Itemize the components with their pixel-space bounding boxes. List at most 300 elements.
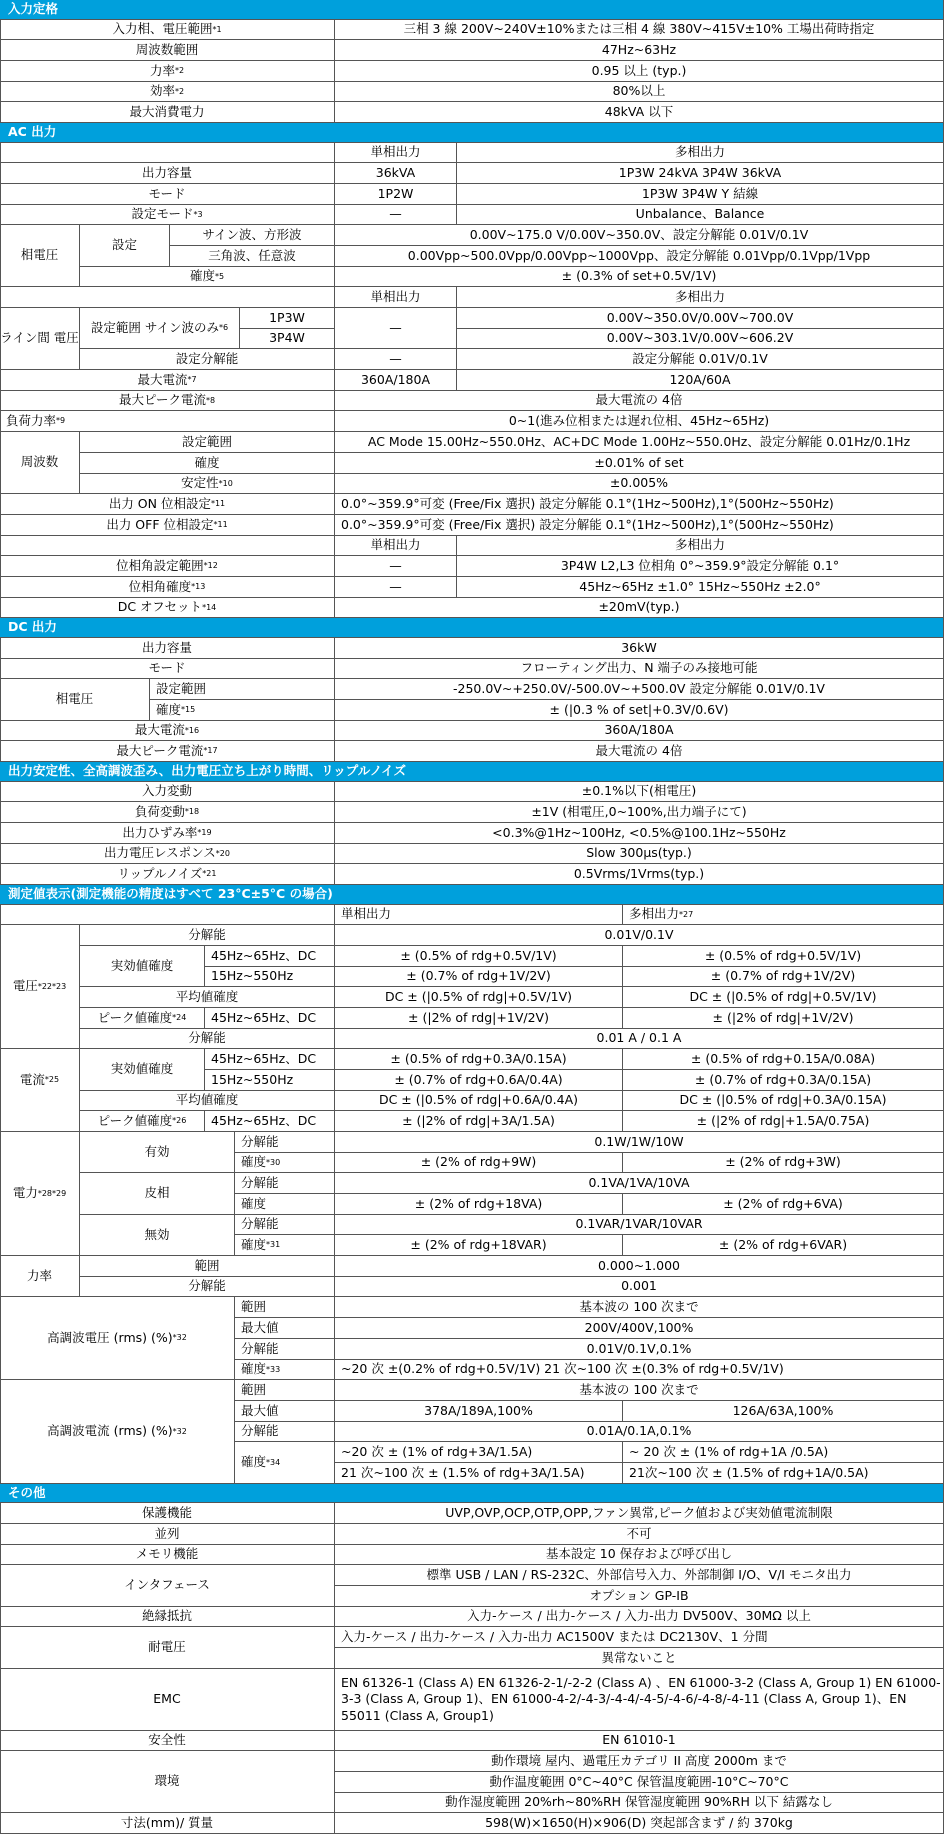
cell-text: 有効 [144,1143,170,1159]
cell-text: 598(W)×1650(H)×906(D) 突起部含まず / 約 370kg [485,1814,793,1830]
cell-text: メモリ機能 [135,1546,199,1562]
row-label: 確度 *33 [235,1360,335,1380]
row-label: ピーク値確度 *24 [80,1008,205,1029]
cell-text: 力率 [149,62,175,78]
cell-text: 0.00V~175.0 V/0.00V~350.0V、設定分解能 0.01V/0.1V [469,226,809,242]
spec-value [623,967,944,987]
cell-text: 確度 [156,701,182,717]
spec-value [335,1607,944,1627]
cell-text: 15Hz~550Hz [211,1071,294,1087]
row-label: 出力 ON 位相設定 *11 [0,494,335,515]
cell-text: 電圧 [12,978,38,994]
cell-text: 21 次~100 次 ± (1.5% of rdg+3A/1.5A) [341,1464,585,1480]
cell-text: 単相出力 [370,144,421,160]
spec-value [335,967,623,987]
cell-text: 126A/63A,100% [732,1402,834,1418]
cell-text: 出力 ON 位相設定 [108,495,211,511]
cell-text: 最大消費電力 [129,103,205,119]
spec-value [235,1215,335,1235]
spec-value [335,905,623,925]
row-label [0,1731,335,1751]
cell-text: ピーク値確度 [97,1009,173,1025]
cell-text: 378A/189A,100% [424,1402,533,1418]
cell-text: 確度 [241,1361,267,1377]
cell-text: DC ± (|0.5% of rdg|+0.3A/0.15A) [679,1092,887,1108]
cell-text: 多相出力 [674,288,725,304]
cell-text: 45Hz~65Hz、DC [211,947,317,963]
row-label [235,1401,335,1422]
cell-text: ±0.005% [609,475,669,491]
row-label [335,1648,944,1669]
spec-value [623,1008,944,1029]
cell-text: 確度 [241,1236,267,1252]
spec-value [335,287,457,308]
cell-text: — [389,319,402,335]
row-label [80,453,335,474]
cell-text: 確度 [241,1154,267,1170]
row-label: 位相角確度 *13 [0,577,335,598]
cell-text: 入力変動 [141,783,192,799]
row-label: 確度 *34 [235,1442,335,1484]
spec-value [335,1360,944,1380]
spec-value [623,1235,944,1256]
spec-value [335,102,944,123]
spec-value [335,987,623,1008]
section-header [0,123,944,143]
row-label [0,432,80,494]
spec-value [335,844,944,864]
cell-text: 環境 [154,1773,180,1789]
spec-value [235,1132,335,1153]
cell-text: 200V/400V,100% [584,1319,694,1335]
spec-value [335,679,944,700]
row-label [0,184,335,205]
cell-text: ±1V (相電圧,0~100%,出力端子にて) [531,803,747,819]
cell-text: ± (|0.3 % of set|+0.3V/0.6V) [549,701,729,717]
spec-value [623,1111,944,1132]
row-label: 最大電流 *7 [0,370,335,391]
spec-value [335,638,944,659]
spec-value [623,1401,944,1422]
row-label [335,1793,944,1813]
row-label: DC オフセット *14 [0,598,335,618]
cell-text: 設定範囲 [181,433,232,449]
spec-value [335,1669,944,1731]
cell-text: ピーク値確度 [97,1112,173,1128]
cell-text: 入力-ケース / 出力-ケース / 入力-出力 AC1500V または DC2130V、1 分間 [341,1628,768,1644]
spec-value [335,1194,623,1215]
row-label [0,1256,80,1297]
cell-text: 負荷変動 [134,803,185,819]
cell-text: ± (0.7% of rdg+0.3A/0.15A) [694,1071,872,1087]
cell-text: DC ± (|0.5% of rdg|+0.5V/1V) [689,988,877,1004]
spec-value [335,598,944,618]
row-label [0,308,80,370]
cell-text: 3P4W L2,L3 位相角 0°~359.9°設定分解能 0.1° [560,557,840,573]
cell-text: 45Hz~65Hz、DC [211,1050,317,1066]
spec-value [335,1503,944,1524]
spec-value: 設定範囲 サイン波のみ *6 [80,308,240,349]
spec-value [150,679,335,700]
cell-text: AC Mode 15.00Hz~550.0Hz、AC+DC Mode 1.00Hz~550.0Hz、設定分解能 0.01Hz/0.1Hz [367,433,911,449]
cell-text: 1P3W [269,309,305,325]
cell-text: 0.0°~359.9°可変 (Free/Fix 選択) 設定分解能 0.1°(1Hz~500Hz),1°(500Hz~550Hz) [341,516,834,532]
cell-text: 120A/60A [669,371,731,387]
cell-text: リップルノイズ [117,865,203,881]
spec-value [457,143,944,163]
spec-value [170,225,335,246]
row-label: 出力 OFF 位相設定 *11 [0,515,335,536]
cell-text: ± (|2% of rdg|+1V/2V) [712,1009,854,1025]
spec-value [623,1194,944,1215]
spec-value [80,1132,235,1173]
cell-text: ± (2% of rdg+6VA) [723,1195,843,1211]
cell-text: 最大ピーク電流 [116,742,204,758]
cell-text: 出力 OFF 位相設定 [106,516,214,532]
spec-value [335,1111,623,1132]
cell-text: 入力相、電圧範囲 [112,21,213,37]
cell-text: Unbalance、Balance [635,206,765,222]
cell-text: DC ± (|0.5% of rdg|+0.5V/1V) [384,988,573,1004]
cell-text: 安定性 [181,475,219,491]
cell-text: 最大電流の 4倍 [595,742,683,758]
cell-text: 相電圧 [20,247,59,263]
cell-text: 確度 [241,1454,267,1470]
spec-value [335,1235,623,1256]
row-label: 確度 *5 [80,267,335,287]
cell-text: <0.3%@1Hz~100Hz, <0.5%@100.1Hz~550Hz [492,824,786,840]
spec-value [457,287,944,308]
spec-value [235,1297,335,1318]
spec-value [457,184,944,205]
cell-text: 最大電流の 4倍 [595,392,683,408]
cell-text: 最大値 [241,1319,279,1335]
spec-value [335,143,457,163]
cell-text: 設定分解能 [175,350,239,366]
cell-text: 0.01V/0.1V [604,926,674,942]
cell-text: 分解能 [188,1278,226,1294]
cell-text: 測定値表示(測定機能の精度はすべて 23°C±5°C の場合) [8,886,333,902]
spec-value [335,1277,944,1297]
cell-text: 設定範囲 サイン波のみ [90,319,219,335]
row-label [0,1545,335,1565]
spec-value [623,1091,944,1111]
row-label [80,987,335,1008]
row-label [0,536,335,556]
spec-value [335,721,944,741]
row-label [0,679,150,721]
cell-text: 絶縁抵抗 [141,1608,192,1624]
cell-text: 出力容量 [141,639,192,655]
cell-text: 360A/180A [360,371,431,387]
cell-text: 分解能 [188,926,226,942]
cell-text: ±0.1%以下(相電圧) [581,783,697,799]
cell-text: 異常ないこと [601,1649,677,1665]
row-label [240,329,335,349]
row-label: 高調波電圧 (rms) (%) *32 [0,1297,235,1380]
spec-value [335,494,944,515]
cell-text: 電力 [12,1185,38,1201]
row-label: 出力電圧レスポンス *20 [0,844,335,864]
spec-value [623,1049,944,1070]
cell-text: 0.01A/0.1A,0.1% [586,1423,692,1439]
cell-text: UVP,OVP,OCP,OTP,OPP,ファン異常,ピーク値および実効値電流制限 [445,1504,833,1520]
row-label [80,1277,335,1297]
cell-text: 位相角確度 [128,578,192,594]
row-label [0,102,335,123]
cell-text: 36kVA [375,164,416,180]
cell-text: 360A/180A [604,722,674,738]
cell-text: 分解能 [241,1133,279,1149]
cell-text: 不可 [626,1525,652,1541]
spec-value [335,1401,623,1422]
cell-text: 基本波の 100 次まで [579,1298,699,1314]
cell-text: 47Hz~63Hz [601,41,677,57]
spec-value [335,1091,623,1111]
section-header [0,1484,944,1503]
cell-text: 分解能 [241,1174,279,1190]
spec-value [335,370,457,391]
cell-text: その他 [8,1484,46,1500]
spec-value [335,1029,944,1049]
cell-text: 単相出力 [370,288,421,304]
cell-text: 0.95 以上 (typ.) [591,62,687,78]
cell-text: 出力ひずみ率 [122,824,198,840]
cell-text: ~20 次 ±(0.2% of rdg+0.5V/1V) 21 次~100 次 ±(0.3% of rdg+0.5V/1V) [341,1361,784,1377]
cell-text: 基本波の 100 次まで [579,1381,699,1397]
cell-text: 最大ピーク電流 [118,392,206,408]
cell-text: EN 61326-1 (Class A) EN 61326-2-1/-2-2 (Class A) 、EN 61000-3-2 (Class A, Group 1) EN 61000-3-3 (Class A, Group 1)、EN 61000-4-2/-4-3/-4-4/-4-5/-4-6/-4-8/-4-11 (Class A, Group 1)、EN 55011 (Class A, Group1) [341,1675,941,1723]
section-header [0,0,944,20]
spec-value [335,782,944,802]
cell-text: 入力定格 [8,1,59,17]
cell-text: 高調波電圧 (rms) (%) [47,1329,173,1345]
cell-text: 45Hz~65Hz、DC [211,1009,317,1025]
spec-value [457,370,944,391]
row-label [0,163,335,184]
spec-value [335,1132,944,1153]
cell-text: 設定範囲 [156,680,207,696]
row-label [0,1751,335,1813]
row-label [80,946,205,987]
cell-text: 耐電圧 [148,1639,186,1655]
row-label [0,1669,335,1731]
cell-text: 0.1VA/1VA/10VA [588,1174,690,1190]
row-label: 電力 *28*29 [0,1132,80,1256]
cell-text: 分解能 [188,1030,226,1046]
cell-text: ± (2% of rdg+6VAR) [718,1236,848,1252]
cell-text: 力率 [26,1267,52,1283]
section-header [0,885,944,905]
cell-text: 動作湿度範囲 20%rh~80%RH 保管湿度範囲 90%RH 以下 結露なし [445,1794,833,1810]
row-label: 確度 *15 [150,700,335,721]
spec-value [335,1070,623,1091]
section-header [0,618,944,638]
cell-text: ± (|2% of rdg|+1.5A/0.75A) [696,1112,870,1128]
spec-value [335,577,457,598]
row-label: 負荷力率 *9 [0,411,335,432]
spec-value [335,205,457,225]
cell-text: 範囲 [241,1298,267,1314]
cell-text: 高調波電流 (rms) (%) [47,1423,173,1439]
spec-value [335,267,944,287]
spec-value [335,802,944,823]
cell-text: Slow 300μs(typ.) [586,845,692,861]
cell-text: 1P2W [377,185,414,201]
spec-value [335,1380,944,1401]
row-label: 安定性 *10 [80,474,335,494]
spec-value [457,349,944,370]
spec-value [335,1153,623,1173]
cell-text: 確度 [194,454,220,470]
spec-value [335,1297,944,1318]
spec-value [335,536,457,556]
cell-text: 多相出力 [674,144,725,160]
cell-text: 21次~100 次 ± (1.5% of rdg+1A/0.5A) [629,1464,869,1480]
spec-value [80,225,170,267]
spec-value [335,700,944,721]
spec-value [335,163,457,184]
row-label [0,638,335,659]
spec-value [335,1049,623,1070]
cell-text: ± (2% of rdg+18VAR) [410,1236,547,1252]
cell-text: ± (0.3% of set+0.5V/1V) [561,268,717,284]
section-header [0,762,944,782]
row-label [80,349,335,370]
cell-text: ±0.01% of set [594,454,684,470]
row-label [235,1194,335,1215]
cell-text: 保護機能 [141,1504,192,1520]
cell-text: 確度 [189,268,215,284]
spec-value [335,1442,623,1463]
spec-value [457,205,944,225]
row-label: 高調波電流 (rms) (%) *32 [0,1380,235,1484]
cell-text: 0.00V~303.1V/0.00V~606.2V [606,330,794,346]
spec-value [205,946,335,967]
cell-text: 0.0°~359.9°可変 (Free/Fix 選択) 設定分解能 0.1°(1Hz~500Hz),1°(500Hz~550Hz) [341,495,834,511]
cell-text: 0.1W/1W/10W [594,1133,684,1149]
spec-value [335,1215,944,1235]
row-label [205,1070,335,1091]
cell-text: 動作環境 屋内、過電圧カテゴリ II 高度 2000m まで [491,1752,787,1768]
cell-text: インタフェース [124,1577,210,1593]
cell-text: 標準 USB / LAN / RS-232C、外部信号入力、外部制御 I/O、V/I モニタ出力 [426,1566,852,1582]
row-label [0,782,335,802]
spec-value [335,184,457,205]
cell-text: 設定モード [131,206,194,222]
cell-text: 0.1VAR/1VAR/10VAR [575,1216,703,1232]
cell-text: サイン波、方形波 [202,226,302,242]
cell-text: DC 出力 [8,619,57,635]
cell-text: 36kW [621,639,657,655]
spec-value [235,1173,335,1194]
cell-text: ± (0.5% of rdg+0.15A/0.08A) [690,1050,876,1066]
spec-value [335,432,944,453]
cell-text: 0.000~1.000 [597,1257,681,1273]
cell-text: 平均値確度 [175,1092,239,1108]
spec-value [335,515,944,536]
spec-value [335,1524,944,1545]
row-label: 入力相、電圧範囲 *1 [0,20,335,40]
cell-text: オプション GP-IB [589,1587,689,1603]
spec-value [335,349,457,370]
spec-value [457,308,944,329]
row-label: ピーク値確度 *26 [80,1111,205,1132]
spec-value [80,1029,335,1049]
row-label: 最大電流 *16 [0,721,335,741]
spec-value [335,1318,944,1339]
cell-text: ± (0.7% of rdg+0.6A/0.4A) [394,1071,563,1087]
spec-value [335,40,944,61]
cell-text: EMC [153,1691,181,1707]
spec-value [335,1422,944,1442]
spec-value [335,246,944,267]
cell-text: ライン間 電圧 [0,330,79,346]
spec-value [80,925,335,946]
cell-text: 80%以上 [612,83,666,99]
spec-value [335,864,944,885]
cell-text: 相電圧 [55,691,94,707]
cell-text: 確度 [241,1195,267,1211]
spec-value [335,1008,623,1029]
row-label [80,1173,235,1215]
spec-value [623,987,944,1008]
spec-value [335,659,944,679]
row-label [80,1215,235,1256]
row-label: 出力ひずみ率 *19 [0,823,335,844]
row-label: 力率 *2 [0,61,335,82]
cell-text: 効率 [149,83,175,99]
row-label [0,1813,335,1834]
spec-value [335,1751,944,1772]
row-label: 確度 *31 [235,1235,335,1256]
row-label [335,1772,944,1793]
cell-text: 多相出力 [674,537,725,553]
spec-value [335,1173,944,1194]
spec-value [80,1256,335,1277]
cell-text: 0.00V~350.0V/0.00V~700.0V [606,309,794,325]
cell-text: 範囲 [241,1381,267,1397]
cell-text: 1P3W 3P4W Y 結線 [641,185,759,201]
row-label: 設定モード *3 [0,205,335,225]
row-label [205,967,335,987]
spec-value [335,391,944,411]
spec-value [335,82,944,102]
cell-text: モード [148,660,186,676]
cell-text: 3P4W [269,330,305,346]
spec-value [335,1813,944,1834]
cell-text: 最大値 [241,1402,279,1418]
spec-value [335,411,944,432]
row-label [0,287,335,308]
spec-value [335,1545,944,1565]
spec-value [205,1008,335,1029]
spec-value [335,225,944,246]
cell-text: 出力安定性、全高調波歪み、出力電圧立ち上がり時間、リップルノイズ [8,763,407,779]
cell-text: 出力電圧レスポンス [104,845,216,861]
cell-text: ±20mV(typ.) [598,599,680,615]
row-label [335,1463,623,1484]
cell-text: 安全性 [148,1732,186,1748]
spec-value: 多相出力 *27 [623,905,944,925]
cell-text: — [389,350,402,366]
cell-text: DC ± (|0.5% of rdg|+0.6A/0.4A) [378,1092,579,1108]
spec-value [335,823,944,844]
row-label: 位相角設定範囲 *12 [0,556,335,577]
spec-value [235,1380,335,1401]
cell-text: — [389,557,402,573]
cell-text: 最大電流 [134,722,185,738]
